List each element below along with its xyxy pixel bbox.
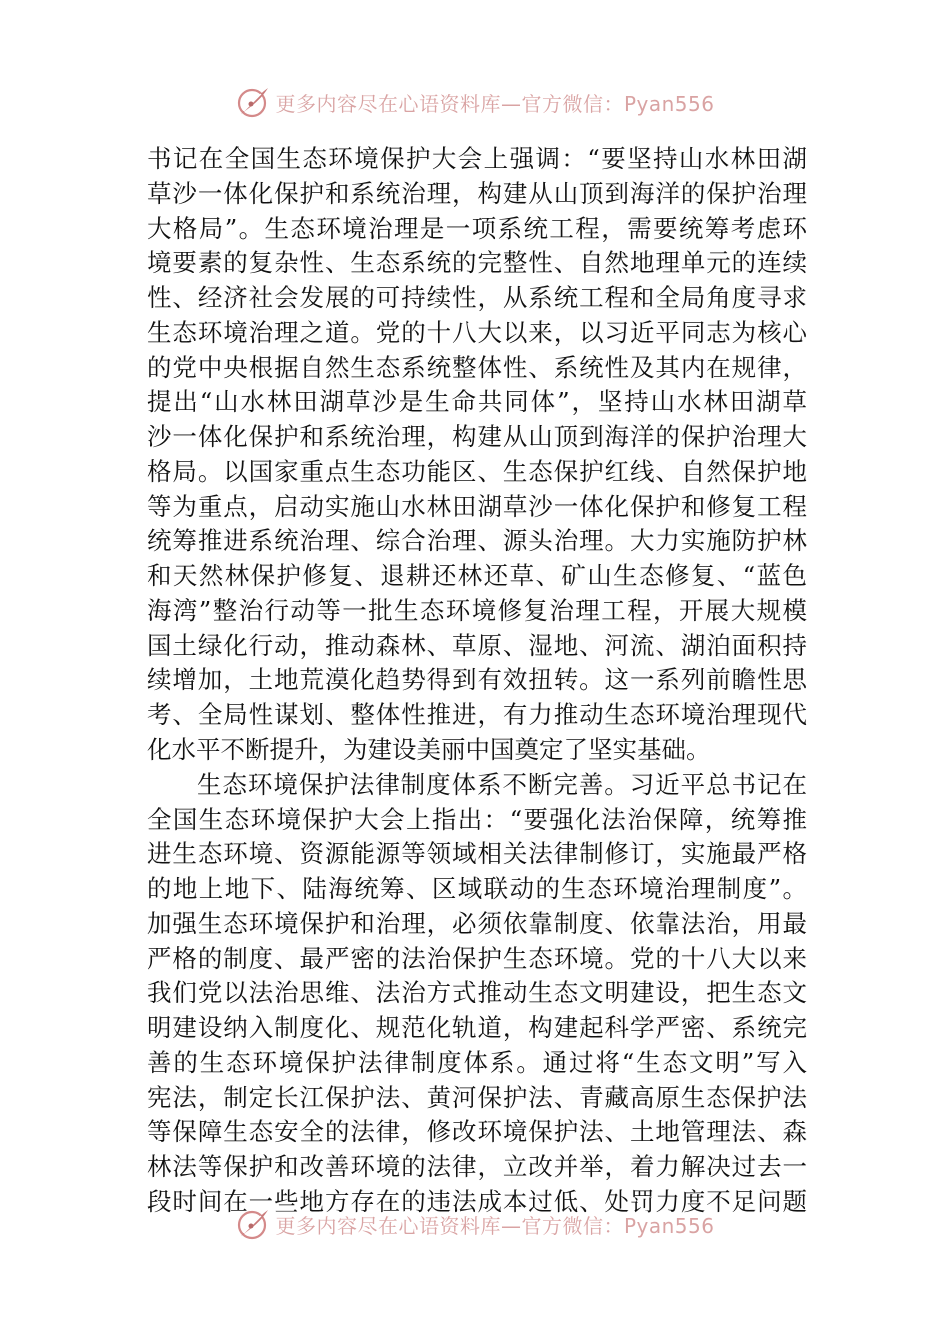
watermark-text: 更多内容尽在心语资料库—官方微信：Pyan556 (275, 91, 715, 116)
text-line: 生态环境保护法律制度体系不断完善。习近平总书记在 (197, 769, 807, 799)
text-line: 性、经济社会发展的可持续性，从系统工程和全局角度寻求 (147, 283, 807, 313)
text-line: 大格局”。生态环境治理是一项系统工程，需要统筹考虑环 (147, 213, 807, 243)
text-line: 草沙一体化保护和系统治理，构建从山顶到海洋的保护治理 (147, 178, 807, 208)
text-line: 等为重点，启动实施山水林田湖草沙一体化保护和修复工程 (147, 491, 807, 521)
text-line: 严格的制度、最严密的法治保护生态环境。党的十八大以来 (147, 943, 807, 973)
footer-watermark (0, 1204, 950, 1244)
text-line: 的地上地下、陆海统筹、区域联动的生态环境治理制度”。 (147, 874, 807, 904)
watermark-text: 更多内容尽在心语资料库—官方微信：Pyan556 (275, 1213, 715, 1238)
text-line: 加强生态环境保护和治理，必须依靠制度、依靠法治，用最 (147, 908, 807, 938)
text-line: 考、全局性谋划、整体性推进，有力推动生态环境治理现代 (147, 700, 807, 730)
text-line: 林法等保护和改善环境的法律，立改并举，着力解决过去一 (147, 1152, 807, 1182)
text-line: 宪法，制定长江保护法、黄河保护法、青藏高原生态保护法 (147, 1082, 807, 1112)
feather-pen-seal-icon (235, 1206, 271, 1242)
text-line: 国土绿化行动，推动森林、草原、湿地、河流、湖泊面积持 (147, 630, 807, 660)
feather-pen-seal-icon (235, 84, 271, 120)
text-line: 等保障生态安全的法律，修改环境保护法、土地管理法、森 (147, 1117, 807, 1147)
text-line: 和天然林保护修复、退耕还林还草、矿山生态修复、“蓝色 (147, 561, 807, 591)
text-line: 进生态环境、资源能源等领域相关法律制修订，实施最严格 (147, 839, 807, 869)
document-body (147, 142, 807, 1220)
text-line: 提出“山水林田湖草沙是生命共同体”，坚持山水林田湖草 (147, 387, 807, 417)
paragraph-1 (147, 142, 807, 768)
paragraph-2 (147, 768, 807, 1220)
text-line: 境要素的复杂性、生态系统的完整性、自然地理单元的连续 (147, 248, 807, 278)
text-line: 化水平不断提升，为建设美丽中国奠定了坚实基础。 (147, 735, 711, 765)
text-line: 沙一体化保护和系统治理，构建从山顶到海洋的保护治理大 (147, 422, 807, 452)
text-line: 明建设纳入制度化、规范化轨道，构建起科学严密、系统完 (147, 1013, 807, 1043)
text-line: 书记在全国生态环境保护大会上强调：“要坚持山水林田湖 (147, 144, 807, 173)
header-watermark (0, 82, 950, 122)
text-line: 统筹推进系统治理、综合治理、源头治理。大力实施防护林 (147, 526, 807, 556)
text-line: 续增加，土地荒漠化趋势得到有效扭转。这一系列前瞻性思 (147, 665, 807, 695)
text-line: 段时间在一些地方存在的违法成本过低、处罚力度不足问题 (147, 1186, 807, 1216)
text-line: 海湾”整治行动等一批生态环境修复治理工程，开展大规模 (147, 595, 807, 625)
text-line: 格局。以国家重点生态功能区、生态保护红线、自然保护地 (147, 456, 807, 486)
text-line: 全国生态环境保护大会上指出：“要强化法治保障，统筹推 (147, 804, 807, 834)
text-line: 的党中央根据自然生态系统整体性、系统性及其内在规律， (147, 352, 807, 382)
text-line: 我们党以法治思维、法治方式推动生态文明建设，把生态文 (147, 978, 807, 1008)
text-line: 生态环境治理之道。党的十八大以来，以习近平同志为核心 (147, 317, 807, 347)
text-line: 善的生态环境保护法律制度体系。通过将“生态文明”写入 (147, 1047, 807, 1077)
